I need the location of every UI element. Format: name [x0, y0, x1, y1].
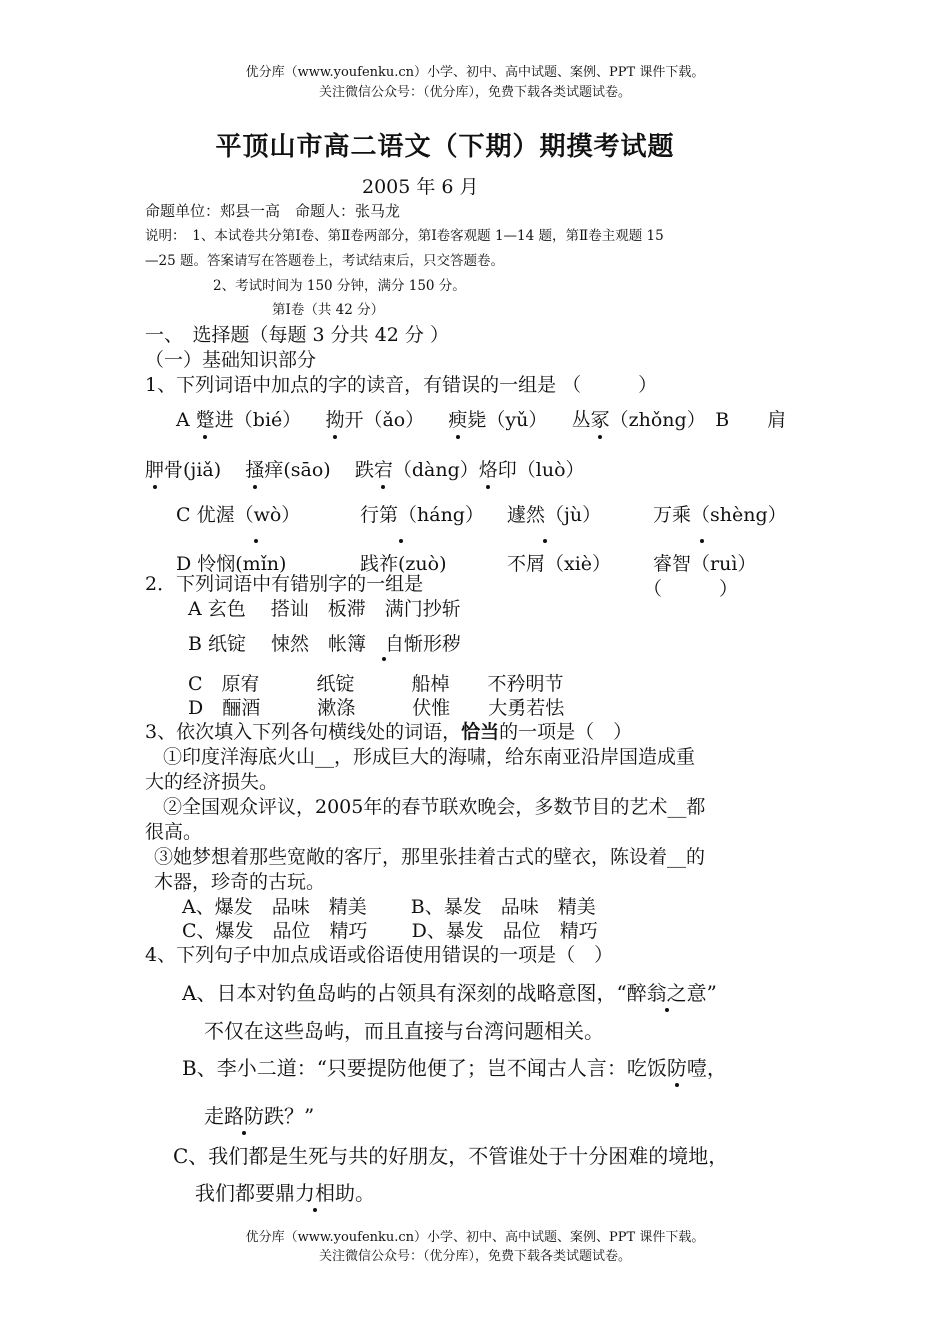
q4-option-a — [182, 982, 717, 1005]
q1-b-text: （dàng） — [392, 459, 479, 481]
part1-heading: 第Ⅰ卷（共 42 分） — [272, 302, 385, 318]
q4-a-text: ” — [706, 981, 717, 1005]
q1-b-dot: 烙 — [478, 459, 498, 481]
exam-note-1b: —25 题。答案请写在答题卷上，考试结束后，只交答题卷。 — [145, 253, 504, 269]
q4-option-b — [182, 1057, 727, 1080]
q1-b-dot: 胛 — [145, 459, 165, 481]
q4-c-text: 。 — [355, 1181, 375, 1205]
q1-c-dot — [543, 539, 547, 543]
q1-option-c2: 行第（háng） — [360, 504, 484, 526]
q1-a-text: A — [176, 409, 196, 431]
q4-b-dot: 走路防跌 — [204, 1104, 284, 1128]
q1-a-dot: 冢 — [590, 409, 610, 431]
q4-b-text: ？” — [284, 1104, 315, 1128]
q2-option-c: C 原宥 纸锭 船棹 不矜明节 — [188, 673, 564, 695]
exam-unit: 命题单位：郏县一高 命题人：张马龙 — [145, 202, 401, 220]
q1-a-text: 开（ǎo） — [344, 409, 425, 431]
q4-stem: 4、下列句子中加点成语或俗语使用错误的一项是（ ） — [145, 944, 614, 966]
footer-watermark-line1: 优分库（www.youfenku.cn）小学、初中、高中试题、案例、PPT 课件下载。 — [245, 1230, 705, 1245]
q1-b-text: 跌 — [354, 459, 374, 481]
q1-a-dot: 蹩 — [195, 409, 215, 431]
q1-option-a — [176, 410, 786, 432]
exam-note-2: 2、考试时间为 150 分钟，满分 150 分。 — [213, 278, 466, 294]
q2-b-dot — [382, 657, 386, 661]
q1-c-dot — [399, 539, 403, 543]
header-watermark-line2: 关注微信公众号：（优分库），免费下载各类试题试卷。 — [318, 85, 631, 100]
q3-sentence-2b: 很高。 — [145, 821, 203, 843]
q4-c-text: 我们都要 — [195, 1181, 275, 1205]
q1-b-text: 痒(sāo) — [264, 459, 331, 481]
q4-c-dot: 鼎力相助 — [275, 1181, 355, 1205]
q1-b-dot: 宕 — [373, 459, 393, 481]
q3-sentence-3b: 木器，珍奇的古玩。 — [154, 871, 326, 893]
exam-date: 2005 年 6 月 — [362, 176, 479, 198]
q4-a-dot: 醉翁之意 — [626, 981, 707, 1005]
q1-c-dot — [700, 539, 704, 543]
q1-stem: 1、下列词语中加点的字的读音，有错误的一组是 （ ） — [145, 374, 658, 396]
q1-b-text: 印（luò） — [497, 459, 585, 481]
q3-stem-text: 3、依次填入下列各句横线处的词语， — [145, 721, 462, 743]
q1-option-d2: 践祚(zuò) — [360, 553, 447, 575]
q3-sentence-2a: ②全国观众评议，2005年的春节联欢晚会，多数节目的艺术__都 — [163, 796, 706, 818]
q1-a-dot: 拗 — [325, 409, 345, 431]
q4-a-dotted — [627, 981, 707, 1005]
q1-b-dot: 搔 — [245, 459, 265, 481]
q4-b-dot: 吃饭防噎， — [626, 1056, 727, 1080]
section-sub: （一）基础知识部分 — [145, 349, 317, 371]
q3-stem-text: 的一项是（ ） — [499, 721, 633, 743]
q1-a-text: 毙（yǔ） — [467, 409, 548, 431]
q1-option-d4: 睿智（ruì） — [653, 553, 757, 575]
q4-a-text: A、日本对钓鱼岛屿的占领具有深刻的战略意图，“ — [182, 981, 627, 1005]
q2-option-a: A 玄色 搭讪 板滞 满门抄斩 — [188, 598, 461, 620]
q1-option-b — [145, 460, 585, 482]
q4-option-b-cont — [204, 1105, 314, 1128]
q1-option-c3: 遽然（jù） — [507, 504, 602, 526]
q2-option-d: D 酾酒 漱涤 伏惟 大勇若怯 — [188, 697, 565, 719]
q3-options-ab: A、爆发 品味 精美 B、暴发 品味 精美 — [182, 896, 596, 918]
q1-option-d3: 不屑（xiè） — [507, 553, 612, 575]
q3-sentence-1a: ①印度洋海底火山__，形成巨大的海啸，给东南亚沿岸国造成重 — [163, 746, 696, 768]
q2-option-b: B 纸锭 悚然 帐簿 自惭形秽 — [188, 633, 462, 655]
q1-a-dot: 瘐 — [448, 409, 468, 431]
q1-option-c4: 万乘（shèng） — [653, 504, 787, 526]
q4-b-text: B、李小二道：“只要提防他便了；岂不闻古人言： — [182, 1056, 627, 1080]
q2-stem: 2．下列词语中有错别字的一组是 — [145, 573, 424, 595]
q3-stem-bold: 恰当 — [461, 721, 500, 743]
q1-a-text: 进（bié） — [214, 409, 302, 431]
q4-option-c-cont — [195, 1182, 375, 1205]
q2-answer-paren: （ ） — [643, 578, 739, 600]
page-title: 平顶山市高二语文（下期）期摸考试题 — [215, 132, 675, 162]
q3-sentence-1b: 大的经济损失。 — [145, 771, 279, 793]
q1-option-c1: C 优渥（wò） — [176, 504, 301, 526]
q1-a-text: （zhǒng） B 肩 — [609, 409, 787, 431]
q1-option-d1: D 怜悯(mǐn) — [176, 553, 287, 575]
exam-note-1a: 说明： 1、本试卷共分第Ⅰ卷、第Ⅱ卷两部分，第Ⅰ卷客观题 1—14 题，第Ⅱ卷主观题 15 — [145, 228, 664, 244]
footer-watermark-line2: 关注微信公众号：（优分库），免费下载各类试题试卷。 — [318, 1249, 631, 1264]
q3-stem — [145, 722, 632, 744]
header-watermark-line1: 优分库（www.youfenku.cn）小学、初中、高中试题、案例、PPT 课件下载。 — [245, 65, 705, 80]
section-heading: 一、 选择题（每题 3 分共 42 分 ） — [145, 324, 449, 346]
q1-a-text: 丛 — [571, 409, 591, 431]
q3-options-cd: C、爆发 品位 精巧 D、暴发 品位 精巧 — [182, 920, 598, 942]
q3-sentence-3a: ③她梦想着那些宽敞的客厅，那里张挂着古式的壁衣，陈设着__的 — [154, 846, 706, 868]
q1-c-dot — [254, 539, 258, 543]
q4-option-c: C、我们都是生死与共的好朋友，不管谁处于十分困难的境地， — [173, 1144, 729, 1168]
q4-option-a-cont: 不仅在这些岛屿，而且直接与台湾问题相关。 — [204, 1019, 604, 1043]
q1-b-text: 骨(jiǎ) — [164, 459, 222, 481]
